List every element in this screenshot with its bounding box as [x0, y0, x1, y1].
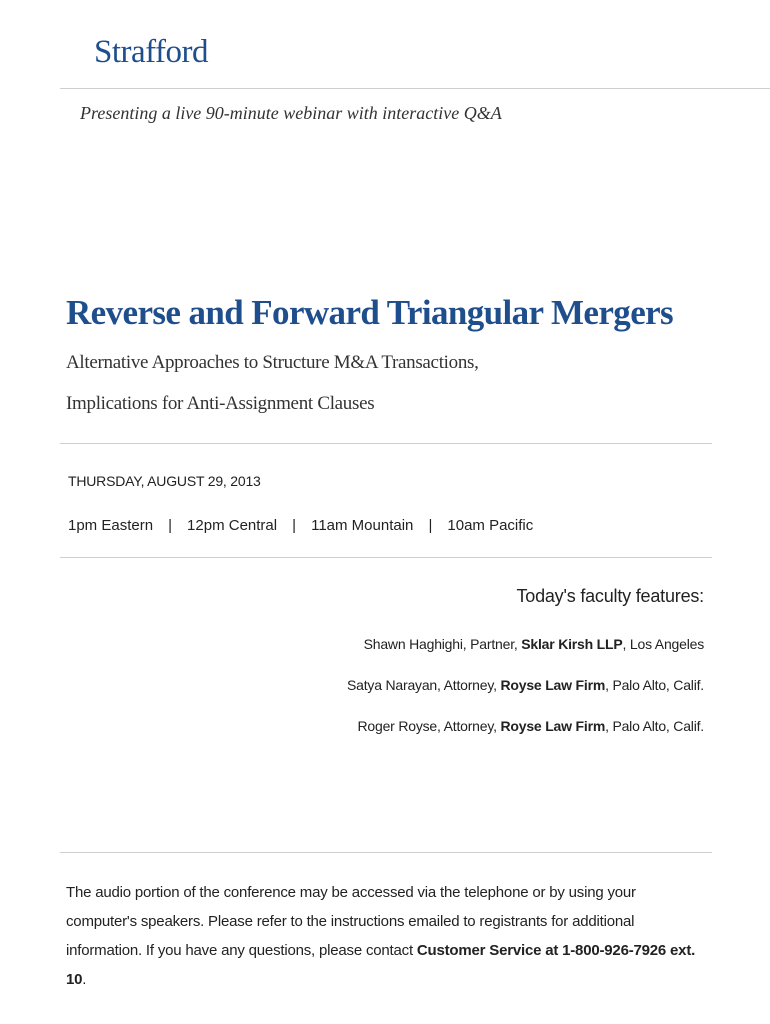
- faculty-divider: [60, 852, 712, 853]
- times-divider: [60, 557, 712, 558]
- faculty-person: Roger Royse, Attorney,: [357, 718, 501, 734]
- tagline: Presenting a live 90-minute webinar with interactive Q&A: [80, 103, 502, 123]
- time-mountain: 11am Mountain: [311, 517, 414, 534]
- audio-text-end: .: [82, 971, 87, 988]
- audio-text: The audio portion of the conference may be accessed via the telephone or by using your computer's speakers. Please refer to the instructions emailed to registrants for additional information. If you have any questions, please contact: [66, 884, 636, 959]
- faculty-firm: Sklar Kirsh LLP: [521, 636, 623, 652]
- faculty-person: Shawn Haghighi, Partner,: [363, 636, 522, 652]
- time-separator: |: [168, 517, 172, 534]
- faculty-location: , Los Angeles: [622, 636, 704, 652]
- audio-instructions: [66, 878, 706, 994]
- faculty-firm: Royse Law Firm: [500, 718, 606, 734]
- faculty-person: Satya Narayan, Attorney,: [347, 677, 501, 693]
- title-divider: [60, 443, 712, 444]
- time-central: 12pm Central: [187, 517, 278, 534]
- webinar-title: Reverse and Forward Triangular Mergers: [66, 293, 674, 332]
- faculty-member: [358, 718, 705, 734]
- time-pacific: 10am Pacific: [447, 517, 534, 534]
- faculty-member: [364, 636, 704, 652]
- time-separator: |: [292, 517, 297, 534]
- header-divider: [60, 88, 770, 89]
- faculty-location: , Palo Alto, Calif.: [605, 718, 704, 734]
- subtitle-line-2: Implications for Anti-Assignment Clauses: [66, 393, 375, 414]
- time-separator: |: [428, 517, 433, 534]
- faculty-heading: Today's faculty features:: [516, 586, 704, 606]
- time-eastern: 1pm Eastern: [68, 517, 154, 534]
- event-date: THURSDAY, AUGUST 29, 2013: [68, 473, 261, 489]
- faculty-member: [347, 677, 704, 693]
- subtitle-line-1: Alternative Approaches to Structure M&A Transactions,: [66, 352, 479, 373]
- customer-service-contact: Customer Service at 1-800-926-7926 ext. 10: [66, 942, 696, 988]
- faculty-location: , Palo Alto, Calif.: [605, 677, 704, 693]
- strafford-logo: Strafford: [94, 34, 209, 70]
- faculty-firm: Royse Law Firm: [500, 677, 606, 693]
- event-times: [68, 517, 533, 534]
